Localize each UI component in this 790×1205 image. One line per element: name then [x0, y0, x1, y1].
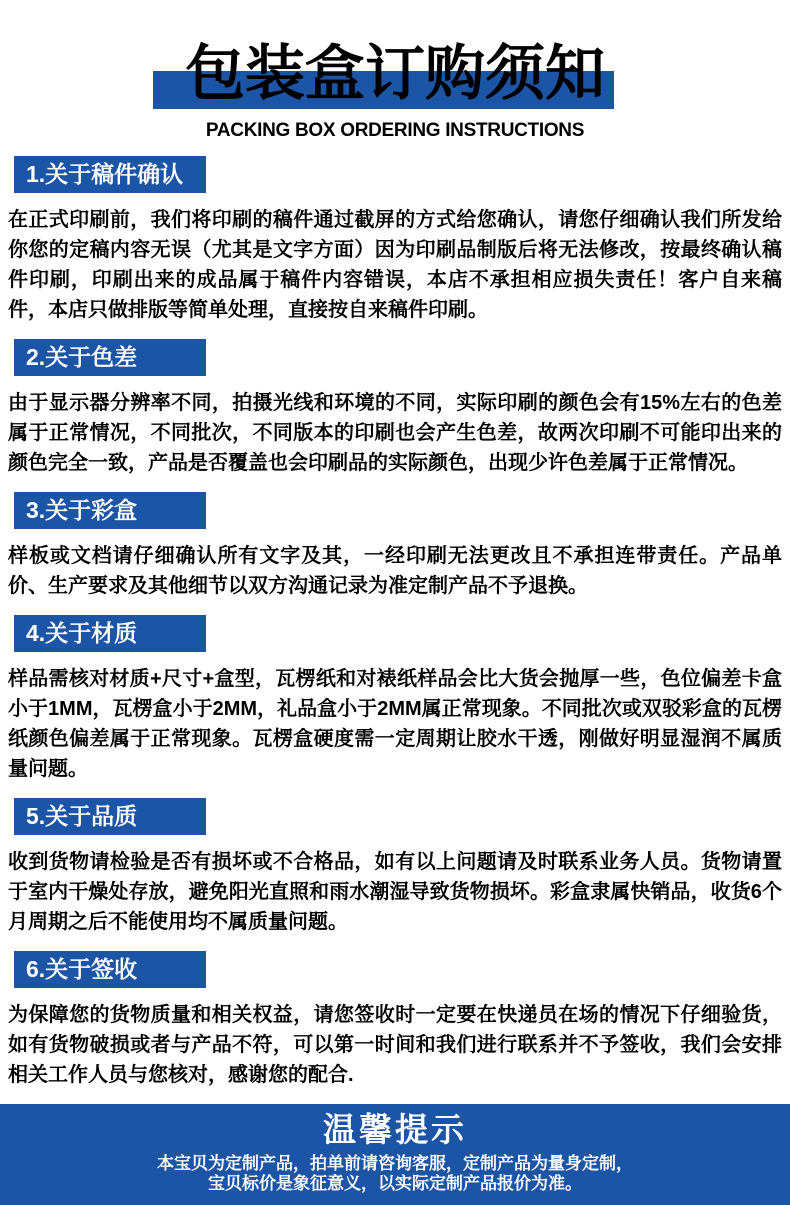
- footer-title: 温馨提示: [323, 1111, 467, 1148]
- section-manuscript-confirmation: [0, 156, 790, 325]
- section-1-heading: 1.关于稿件确认: [14, 156, 206, 193]
- section-4-body: 样品需核对材质+尺寸+盒型，瓦楞纸和对裱纸样品会比大货会抛厚一些，色位偏差卡盒小于1MM，瓦楞盒小于2MM，礼品盒小于2MM属正常现象。不同批次或双驳彩盒的瓦楞纸颜色偏差属于正常现象。瓦楞盒硬度需一定周期让胶水干透，刚做好明显湿润不属质量问题。: [8, 668, 782, 780]
- section-5-body: 收到货物请检验是否有损坏或不合格品，如有以上问题请及时联系业务人员。货物请置于室内干燥处存放，避免阳光直照和雨水潮湿导致货物损坏。彩盒隶属快销品，收货6个月周期之后不能使用均不属质量问题。: [8, 851, 782, 933]
- footer-line-1: 本宝贝为定制产品，拍单前请咨询客服，定制产品为量身定制，: [157, 1154, 633, 1173]
- title-block: [0, 40, 790, 108]
- footer-warm-tips: [0, 1104, 790, 1205]
- section-4-heading: 4.关于材质: [14, 615, 206, 652]
- header: [0, 0, 790, 142]
- section-3-heading: 3.关于彩盒: [14, 492, 206, 529]
- section-color-box: [0, 492, 790, 601]
- section-2-body: 由于显示器分辨率不同，拍摄光线和环境的不同，实际印刷的颜色会有15%左右的色差属于正常情况，不同批次，不同版本的印刷也会产生色差，故两次印刷不可能印出来的颜色完全一致，产品是否覆盖也会印刷品的实际颜色，出现少许色差属于正常情况。: [8, 392, 782, 474]
- section-sign-off: [0, 951, 790, 1090]
- section-1-body: 在正式印刷前，我们将印刷的稿件通过截屏的方式给您确认，请您仔细确认我们所发给你您的定稿内容无误（尤其是文字方面）因为印刷品制版后将无法修改，按最终确认稿件印刷，印刷出来的成品属于稿件内容错误，本店不承担相应损失责任！客户自来稿件，本店只做排版等简单处理，直接按自来稿件印刷。: [8, 209, 782, 321]
- section-5-heading: 5.关于品质: [14, 798, 206, 835]
- page-title: 包装盒订购须知: [185, 40, 605, 107]
- section-2-heading: 2.关于色差: [14, 339, 206, 376]
- section-3-body: 样板或文档请仔细确认所有文字及其，一经印刷无法更改且不承担连带责任。产品单价、生产要求及其他细节以双方沟通记录为准定制产品不予退换。: [8, 545, 782, 597]
- footer-line-2: 宝贝标价是象征意义，以实际定制产品报价为准。: [208, 1174, 582, 1193]
- section-material: [0, 615, 790, 784]
- section-color-difference: [0, 339, 790, 478]
- section-6-body: 为保障您的货物质量和相关权益，请您签收时一定要在快递员在场的情况下仔细验货，如有货物破损或者与产品不符，可以第一时间和我们进行联系并不予签收，我们会安排相关工作人员与您核对，感谢您的配合.: [8, 1004, 782, 1086]
- section-quality: [0, 798, 790, 937]
- page-subtitle: PACKING BOX ORDERING INSTRUCTIONS: [205, 120, 585, 141]
- section-6-heading: 6.关于签收: [14, 951, 206, 988]
